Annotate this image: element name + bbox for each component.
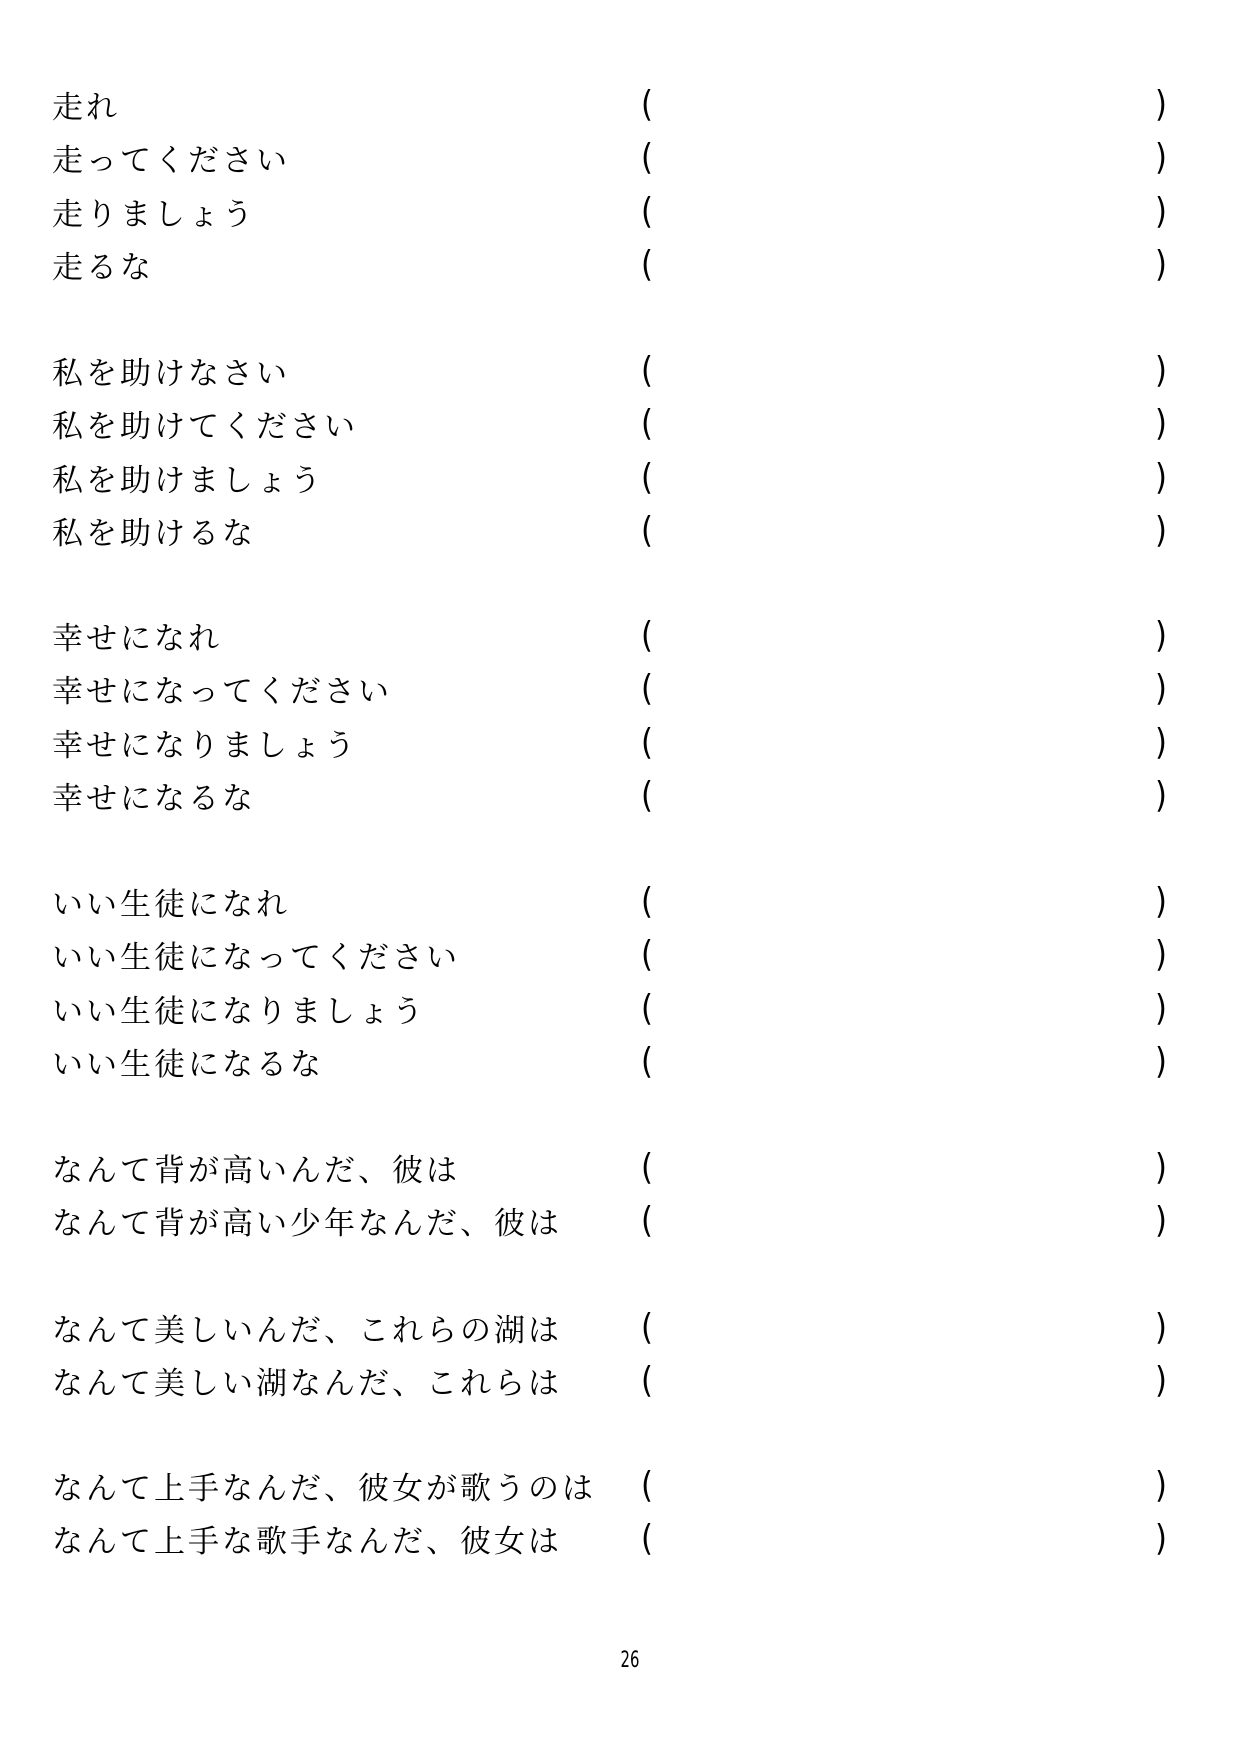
answer-blank[interactable]	[668, 994, 1148, 1030]
close-parenthesis: )	[1155, 615, 1167, 656]
answer-blank[interactable]	[668, 1047, 1148, 1083]
exercise-group	[0, 613, 1240, 826]
exercise-prompt: いい生徒になるな	[52, 1046, 324, 1083]
close-parenthesis: )	[1155, 1518, 1167, 1560]
exercise-prompt: なんて上手なんだ、彼女が歌うのは	[52, 1471, 596, 1507]
exercise-group	[0, 1305, 1240, 1412]
exercise-prompt: なんて美しいんだ、これらの湖は	[52, 1313, 562, 1349]
open-parenthesis: (	[641, 1307, 653, 1348]
exercise-row	[0, 1516, 1240, 1569]
answer-blank[interactable]	[668, 1366, 1148, 1402]
answer-blank[interactable]	[668, 356, 1148, 392]
exercise-row	[0, 348, 1240, 401]
close-parenthesis: )	[1155, 668, 1167, 710]
close-parenthesis: )	[1155, 1307, 1167, 1348]
answer-blank[interactable]	[668, 728, 1148, 764]
exercise-prompt: なんて美しい湖なんだ、これらは	[52, 1366, 562, 1403]
close-parenthesis: )	[1155, 721, 1167, 763]
answer-blank[interactable]	[668, 1153, 1148, 1189]
exercise-prompt: 私を助けるな	[52, 515, 256, 552]
close-parenthesis: )	[1155, 509, 1167, 551]
exercise-prompt: 走れ	[52, 90, 120, 126]
exercise-row	[0, 1039, 1240, 1092]
exercise-row	[0, 135, 1240, 188]
exercise-row	[0, 401, 1240, 454]
exercise-prompt: 幸せになりましょう	[52, 727, 358, 764]
close-parenthesis: )	[1155, 934, 1167, 976]
exercise-row	[0, 82, 1240, 135]
open-parenthesis: (	[641, 456, 653, 498]
exercise-row	[0, 455, 1240, 508]
exercise-row	[0, 666, 1240, 719]
close-parenthesis: )	[1155, 190, 1167, 232]
exercise-prompt: いい生徒になってください	[52, 940, 460, 977]
exercise-prompt: 幸せになってください	[52, 674, 392, 711]
exercise-row	[0, 932, 1240, 985]
open-parenthesis: (	[641, 934, 653, 976]
exercise-prompt: 走りましょう	[52, 196, 256, 233]
exercise-group	[0, 82, 1240, 295]
close-parenthesis: )	[1155, 1360, 1167, 1402]
answer-blank[interactable]	[668, 674, 1148, 710]
open-parenthesis: (	[641, 1040, 653, 1082]
answer-blank[interactable]	[668, 463, 1148, 499]
exercise-prompt: なんて背が高いんだ、彼は	[52, 1153, 460, 1189]
exercise-prompt: 幸せになるな	[52, 780, 256, 817]
exercise-prompt: 走ってください	[52, 143, 290, 180]
exercise-prompt: 私を助けなさい	[52, 356, 290, 392]
answer-blank[interactable]	[668, 90, 1148, 126]
exercise-prompt: なんて上手な歌手なんだ、彼女は	[52, 1524, 562, 1561]
exercise-group	[0, 1463, 1240, 1570]
open-parenthesis: (	[641, 668, 653, 710]
answer-blank[interactable]	[668, 1524, 1148, 1560]
open-parenthesis: (	[641, 1465, 653, 1506]
exercise-row	[0, 773, 1240, 826]
answer-blank[interactable]	[668, 621, 1148, 657]
open-parenthesis: (	[641, 190, 653, 232]
answer-blank[interactable]	[668, 781, 1148, 817]
exercise-row	[0, 1463, 1240, 1516]
exercise-prompt: 私を助けてください	[52, 409, 358, 446]
exercise-prompt: 幸せになれ	[52, 621, 222, 657]
exercise-row	[0, 508, 1240, 561]
exercise-row	[0, 189, 1240, 242]
open-parenthesis: (	[641, 615, 653, 656]
open-parenthesis: (	[641, 774, 653, 816]
close-parenthesis: )	[1155, 137, 1167, 179]
open-parenthesis: (	[641, 1147, 653, 1188]
open-parenthesis: (	[641, 84, 653, 125]
open-parenthesis: (	[641, 137, 653, 179]
answer-blank[interactable]	[668, 516, 1148, 552]
exercise-row	[0, 1198, 1240, 1251]
answer-blank[interactable]	[668, 409, 1148, 445]
answer-blank[interactable]	[668, 143, 1148, 179]
exercise-group	[0, 879, 1240, 1092]
exercise-prompt: いい生徒になりましょう	[52, 993, 426, 1030]
close-parenthesis: )	[1155, 84, 1167, 125]
open-parenthesis: (	[641, 403, 653, 445]
open-parenthesis: (	[641, 987, 653, 1029]
close-parenthesis: )	[1155, 403, 1167, 445]
answer-blank[interactable]	[668, 940, 1148, 976]
page-number: 26	[620, 1648, 640, 1673]
exercise-prompt: いい生徒になれ	[52, 887, 290, 923]
open-parenthesis: (	[641, 1360, 653, 1402]
close-parenthesis: )	[1155, 987, 1167, 1029]
open-parenthesis: (	[641, 721, 653, 763]
open-parenthesis: (	[641, 509, 653, 551]
exercise-row	[0, 1305, 1240, 1358]
close-parenthesis: )	[1155, 1147, 1167, 1188]
close-parenthesis: )	[1155, 881, 1167, 922]
exercise-row	[0, 720, 1240, 773]
close-parenthesis: )	[1155, 1465, 1167, 1506]
close-parenthesis: )	[1155, 1200, 1167, 1242]
answer-blank[interactable]	[668, 1206, 1148, 1242]
answer-blank[interactable]	[668, 1313, 1148, 1349]
exercise-prompt: 私を助けましょう	[52, 462, 324, 499]
answer-blank[interactable]	[668, 887, 1148, 923]
exercise-row	[0, 879, 1240, 932]
close-parenthesis: )	[1155, 350, 1167, 391]
open-parenthesis: (	[641, 1518, 653, 1560]
open-parenthesis: (	[641, 243, 653, 285]
exercise-row	[0, 1358, 1240, 1411]
exercise-row	[0, 986, 1240, 1039]
close-parenthesis: )	[1155, 456, 1167, 498]
answer-blank[interactable]	[668, 1471, 1148, 1507]
answer-blank[interactable]	[668, 197, 1148, 233]
exercise-row	[0, 613, 1240, 666]
open-parenthesis: (	[641, 881, 653, 922]
close-parenthesis: )	[1155, 774, 1167, 816]
exercise-row	[0, 242, 1240, 295]
close-parenthesis: )	[1155, 243, 1167, 285]
exercise-group	[0, 348, 1240, 561]
exercise-group	[0, 1145, 1240, 1252]
open-parenthesis: (	[641, 350, 653, 391]
close-parenthesis: )	[1155, 1040, 1167, 1082]
exercise-prompt: 走るな	[52, 249, 154, 286]
exercise-row	[0, 1145, 1240, 1198]
answer-blank[interactable]	[668, 250, 1148, 286]
open-parenthesis: (	[641, 1200, 653, 1242]
exercise-prompt: なんて背が高い少年なんだ、彼は	[52, 1206, 562, 1243]
